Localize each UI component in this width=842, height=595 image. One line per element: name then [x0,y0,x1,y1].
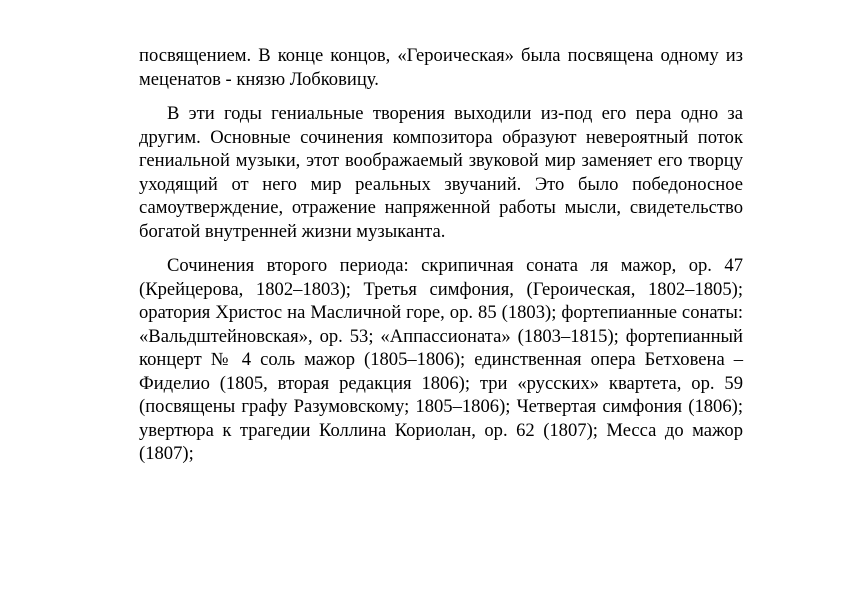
paragraph-creative-years: В эти годы гениальные творения выходили из-под его пера одно за другим. Основные сочинения композитора образуют невероятный поток гениальной музыки, этот воображаемый звуковой мир заменяет его творцу уходящий от него мир реальных звучаний. Это было победоносное самоутверждение, отражение напряженной работы мысли, свидетельство богатой внутренней жизни музыканта. [139,103,743,242]
paragraph-second-period-works: Сочинения второго периода: скрипичная соната ля мажор, ор. 47 (Крейцерова, 1802–1803); Третья симфония, (Героическая, 1802–1805); оратория Христос на Масличной горе, ор. 85 (1803); фортепианные сонаты: «Вальдштейновская», ор. 53; «Аппассионата» (1803–1815); фортепианный концерт № 4 соль мажор (1805–1806); единственная опера Бетховена – Фиделио (1805, вторая редакция 1806); три «русских» квартета, ор. 59 (посвящены графу Разумовскому; 1805–1806); Четвертая симфония (1806); увертюра к трагедии Коллина Кориолан, ор. 62 (1807); Месса до мажор (1807); [139,255,743,464]
text-body [139,44,743,466]
paragraph-dedication-continued: посвящением. В конце концов, «Героическая» была посвящена одному из меценатов - князю Лобковицу. [139,45,743,90]
